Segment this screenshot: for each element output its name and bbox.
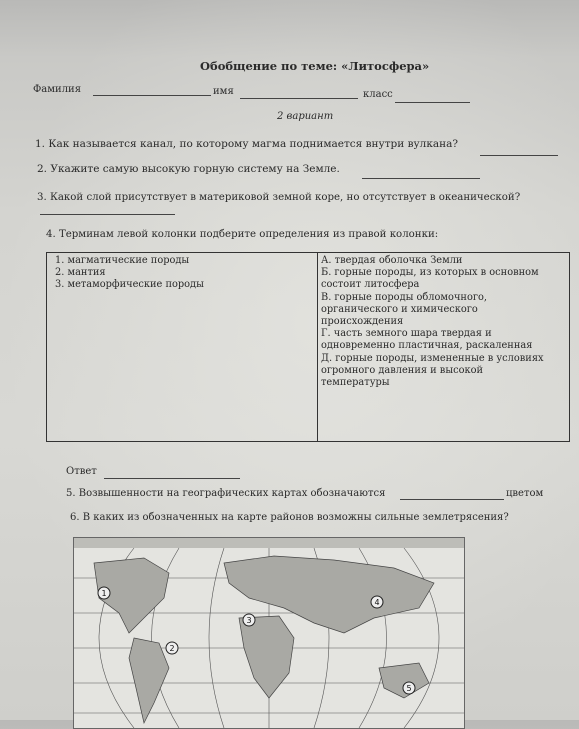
term-item: 1. магматические породы: [55, 255, 190, 266]
map-marker-4: [371, 596, 383, 608]
question-5-end: цветом: [506, 488, 544, 499]
map-marker-3: [243, 614, 255, 626]
question-4: 4. Терминам левой колонки подберите определения из правой колонки:: [46, 229, 439, 240]
world-map: [73, 537, 465, 729]
question-3: 3. Какой слой присутствует в материковой земной коре, но отсутствует в океанической?: [37, 192, 521, 203]
question-5-start: 5. Возвышенности на географических картах обозначаются: [66, 488, 386, 499]
definitions-column: [321, 255, 567, 389]
answer-5-blank[interactable]: [400, 499, 504, 500]
definition-line: Г. часть земного шара твердая и: [321, 328, 492, 340]
class-label: класс: [363, 89, 393, 100]
map-marker-label: 1: [101, 589, 107, 598]
map-marker-label: 5: [406, 684, 412, 693]
map-marker-label: 4: [374, 598, 380, 607]
definition-line: температуры: [321, 377, 390, 389]
table-divider: [317, 253, 318, 441]
surname-blank[interactable]: [93, 95, 211, 96]
world-map-graphic: [74, 538, 464, 728]
definition-line: органического и химического: [321, 303, 478, 315]
map-marker-1: [98, 587, 110, 599]
map-marker-label: 3: [246, 616, 252, 625]
question-6: 6. В каких из обозначенных на карте районов возможны сильные землетрясения?: [70, 512, 509, 523]
map-marker-label: 2: [169, 644, 175, 653]
name-label: имя: [213, 86, 234, 97]
definition-line: Д. горные породы, измененные в условиях: [321, 352, 544, 364]
term-item: 2. мантия: [55, 267, 106, 279]
question-1: 1. Как называется канал, по которому магма поднимается внутри вулкана?: [35, 138, 459, 150]
definition-line: А. твердая оболочка Земли: [321, 255, 463, 266]
map-marker-2: [166, 642, 178, 654]
definition-line: состоит литосфера: [321, 279, 420, 291]
answer-1-blank[interactable]: [480, 155, 558, 156]
variant-label: 2 вариант: [277, 111, 334, 122]
term-item: 3. метаморфические породы: [55, 279, 204, 291]
matching-table: [46, 252, 570, 442]
answer-4-blank[interactable]: [104, 478, 240, 479]
terms-column: [55, 255, 204, 292]
definition-line: огромного давления и высокой: [321, 364, 484, 376]
definition-line: происхождения: [321, 316, 404, 328]
map-marker-5: [403, 682, 415, 694]
answer-2-blank[interactable]: [362, 178, 480, 179]
definition-line: В. горные породы обломочного,: [321, 291, 487, 303]
worksheet-title: Обобщение по теме: «Литосфера»: [200, 59, 430, 73]
definition-line: Б. горные породы, из которых в основном: [321, 267, 539, 279]
surname-label: Фамилия: [33, 84, 82, 95]
question-2: 2. Укажите самую высокую горную систему на Земле.: [37, 163, 340, 175]
definition-line: одновременно пластичная, раскаленная: [321, 340, 533, 352]
answer-3-blank[interactable]: [40, 214, 175, 215]
class-blank[interactable]: [395, 102, 470, 103]
answer-label: Ответ: [66, 466, 97, 477]
name-blank[interactable]: [240, 98, 358, 99]
